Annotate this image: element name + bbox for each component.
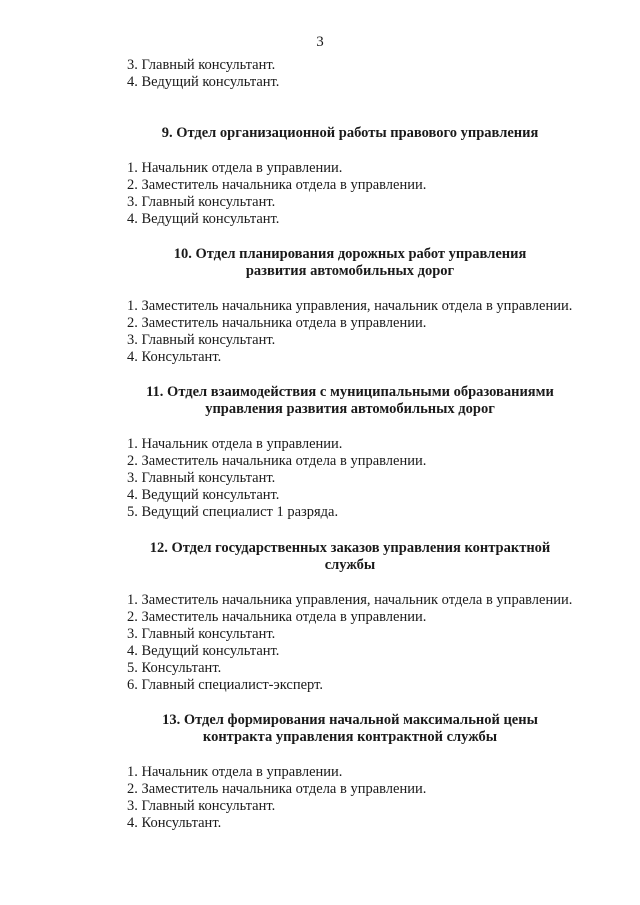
list-item: 4. Консультант. <box>127 349 222 365</box>
section-heading <box>0 540 640 574</box>
list-item: 2. Заместитель начальника отдела в управлении. <box>127 609 427 625</box>
list-item: 2. Заместитель начальника отдела в управлении. <box>127 315 427 331</box>
list-item: 3. Главный консультант. <box>127 626 276 642</box>
section-heading-line: развития автомобильных дорог <box>245 263 455 279</box>
section-heading <box>0 384 640 418</box>
list-item: 3. Главный консультант. <box>127 798 276 814</box>
list-item: 1. Начальник отдела в управлении. <box>127 764 343 780</box>
section-heading-line: 9. Отдел организационной работы правового управления <box>161 125 539 141</box>
section-heading-line: 11. Отдел взаимодействия с муниципальными образованиями <box>146 384 554 400</box>
list-item: 5. Ведущий специалист 1 разряда. <box>127 504 339 520</box>
section-heading <box>0 125 640 142</box>
section-heading-line: 12. Отдел государственных заказов управления контрактной <box>149 540 551 556</box>
list-item: 1. Начальник отдела в управлении. <box>127 160 343 176</box>
list-item: 3. Главный консультант. <box>127 57 276 73</box>
section-heading <box>0 712 640 746</box>
page-number: 3 <box>316 34 324 50</box>
list-item: 4. Ведущий консультант. <box>127 211 280 227</box>
list-item: 1. Заместитель начальника управления, начальник отдела в управлении. <box>127 298 573 314</box>
section-heading <box>0 246 640 280</box>
list-item: 3. Главный консультант. <box>127 470 276 486</box>
list-item: 2. Заместитель начальника отдела в управлении. <box>127 781 427 797</box>
section-heading-line: 10. Отдел планирования дорожных работ управления <box>173 246 527 262</box>
list-item: 4. Консультант. <box>127 815 222 831</box>
list-item: 4. Ведущий консультант. <box>127 643 280 659</box>
section-heading-line: контракта управления контрактной службы <box>202 729 498 745</box>
list-item: 1. Заместитель начальника управления, начальник отдела в управлении. <box>127 592 573 608</box>
section-heading-line: 13. Отдел формирования начальной максимальной цены <box>162 712 538 728</box>
list-item: 1. Начальник отдела в управлении. <box>127 436 343 452</box>
list-item: 5. Консультант. <box>127 660 222 676</box>
section-heading-line: управления развития автомобильных дорог <box>205 401 495 417</box>
list-item: 3. Главный консультант. <box>127 194 276 210</box>
list-item: 2. Заместитель начальника отдела в управлении. <box>127 453 427 469</box>
list-item: 4. Ведущий консультант. <box>127 487 280 503</box>
list-item: 3. Главный консультант. <box>127 332 276 348</box>
list-item: 2. Заместитель начальника отдела в управлении. <box>127 177 427 193</box>
section-heading-line: службы <box>324 557 376 573</box>
list-item: 6. Главный специалист-эксперт. <box>127 677 323 693</box>
list-item: 4. Ведущий консультант. <box>127 74 280 90</box>
